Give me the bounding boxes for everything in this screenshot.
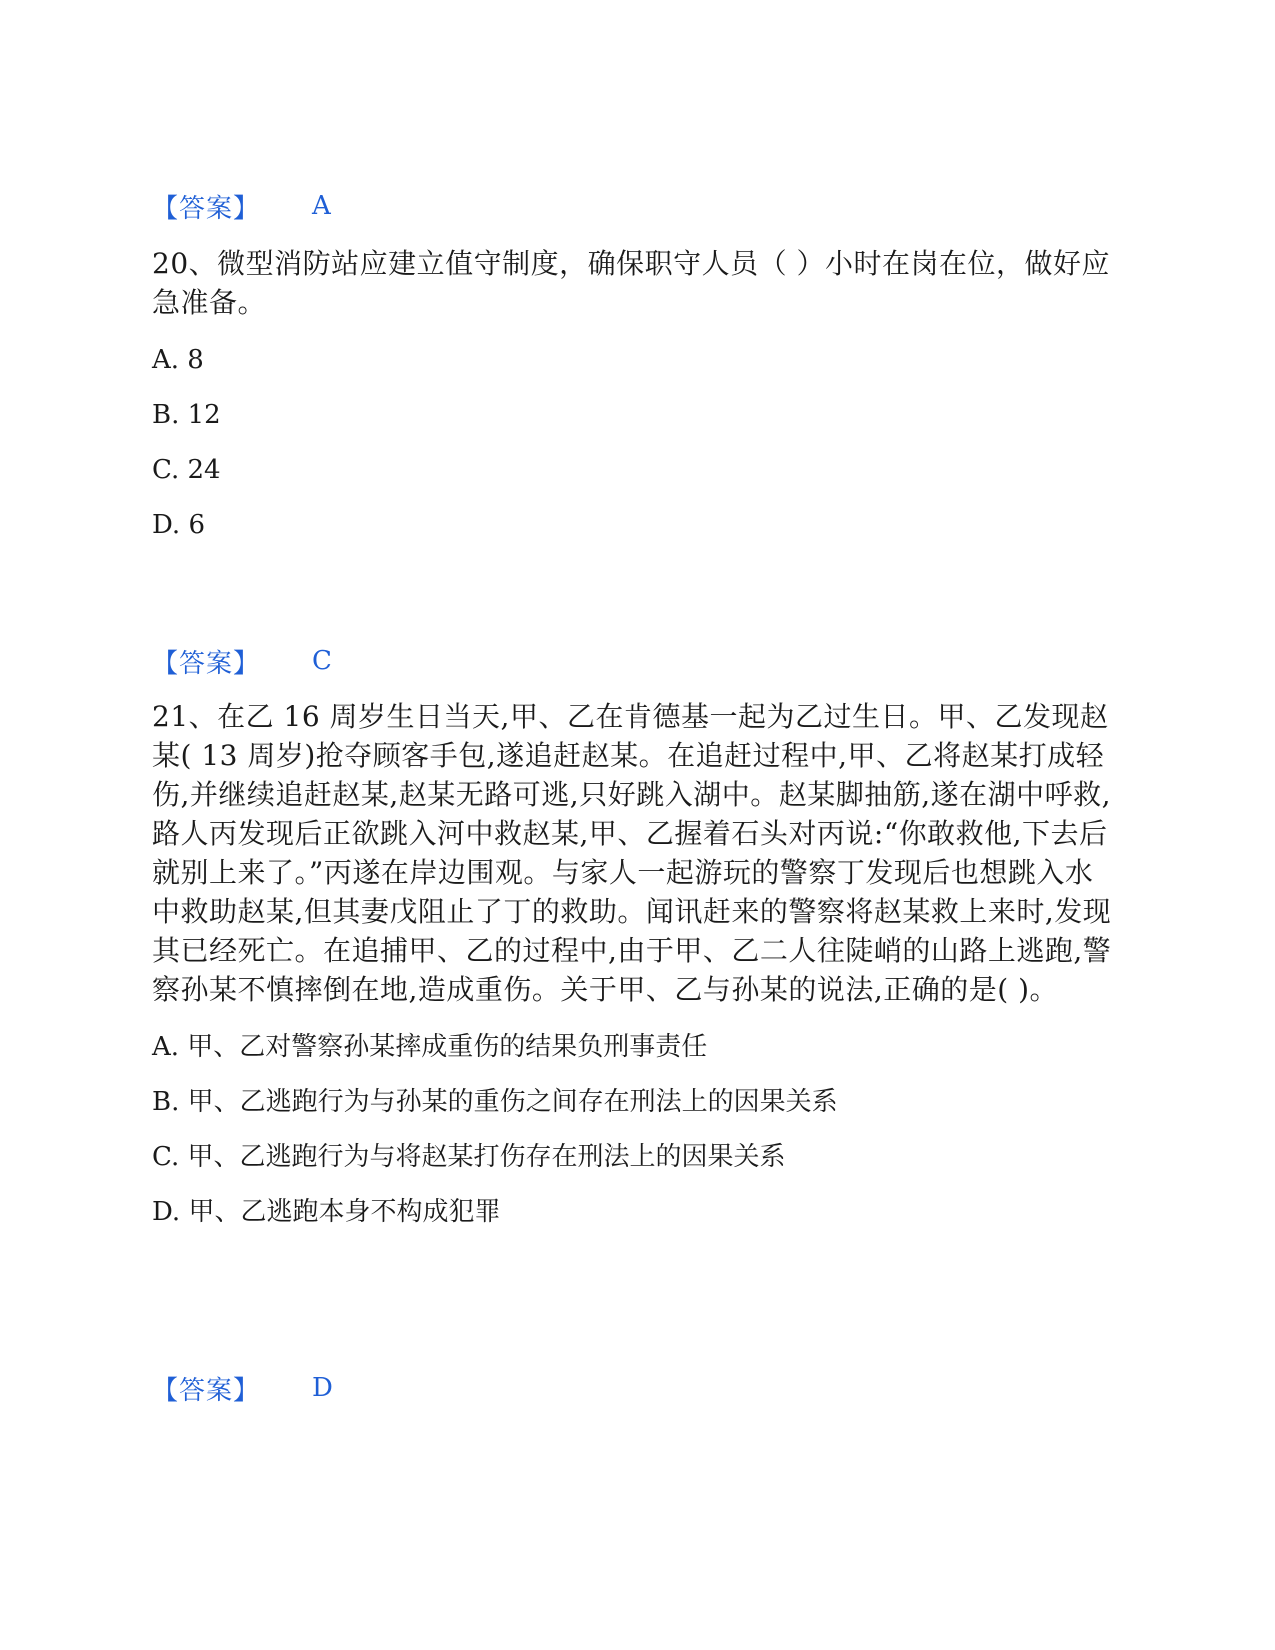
question-20 [152, 244, 1112, 543]
answer-tag: 【答案】 [152, 648, 261, 679]
options-list [152, 342, 1112, 543]
answer-line [152, 1370, 333, 1406]
question-stem: 20、微型消防站应建立值守制度，确保职守人员（ ）小时在岗在位，做好应急准备。 [152, 247, 1111, 319]
answer-value: A [312, 191, 331, 221]
options-list [152, 1029, 1112, 1230]
answer-line [152, 643, 332, 679]
question-21 [152, 697, 1112, 1230]
answer-value: C [312, 646, 332, 676]
option-c: C. 24 [152, 455, 221, 485]
option-a: A. 8 [152, 345, 204, 375]
option-c: C. 甲、乙逃跑行为与将赵某打伤存在刑法上的因果关系 [152, 1142, 786, 1172]
answer-value: D [312, 1373, 333, 1403]
option-a: A. 甲、乙对警察孙某摔成重伤的结果负刑事责任 [152, 1032, 708, 1062]
answer-line [152, 188, 331, 224]
option-d: D. 甲、乙逃跑本身不构成犯罪 [152, 1197, 501, 1227]
answer-tag: 【答案】 [152, 1375, 261, 1406]
answer-tag: 【答案】 [152, 193, 261, 224]
option-b: B. 12 [152, 400, 221, 430]
option-d: D. 6 [152, 510, 205, 540]
question-stem: 21、在乙 16 周岁生日当天,甲、乙在肯德基一起为乙过生日。甲、乙发现赵某( 13 周岁)抢夺顾客手包,遂追赶赵某。在追赶过程中,甲、乙将赵某打成轻伤,并继续追赶赵某,赵某无路可逃,只好跳入湖中。赵某脚抽筋,遂在湖中呼救,路人丙发现后正欲跳入河中救赵某,甲、乙握着石头对丙说:“你敢救他,下去后就别上来了。”丙遂在岸边围观。与家人一起游玩的警察丁发现后也想跳入水中救助赵某,但其妻戊阻止了丁的救助。闻讯赶来的警察将赵某救上来时,发现其已经死亡。在追捕甲、乙的过程中,由于甲、乙二人往陡峭的山路上逃跑,警察孙某不慎摔倒在地,造成重伤。关于甲、乙与孙某的说法,正确的是( )。 [152, 700, 1112, 1006]
option-b: B. 甲、乙逃跑行为与孙某的重伤之间存在刑法上的因果关系 [152, 1087, 838, 1117]
